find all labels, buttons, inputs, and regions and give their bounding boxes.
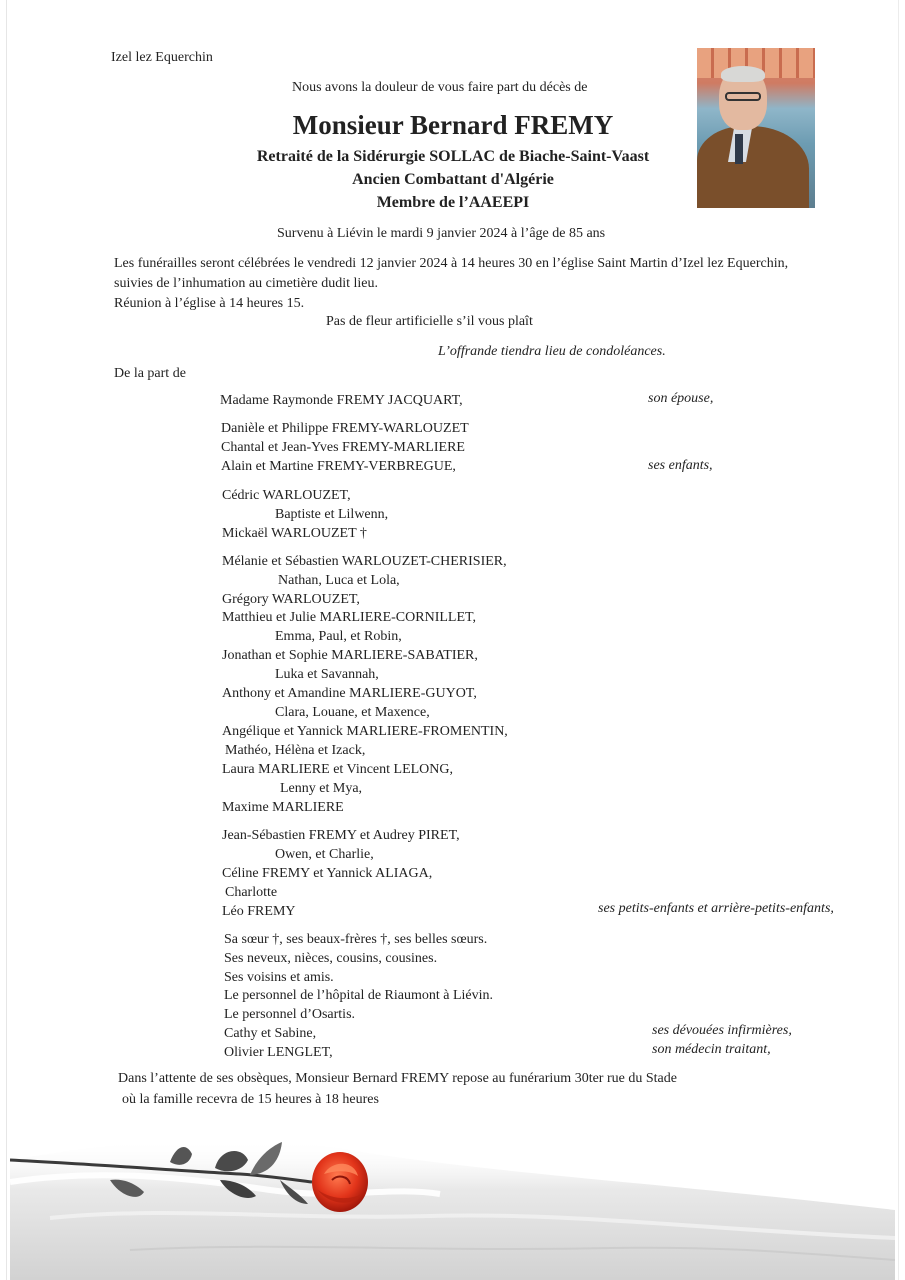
deceased-name: Monsieur Bernard FREMY [292, 110, 614, 140]
child-1: Danièle et Philippe FREMY-WARLOUZET [221, 421, 469, 436]
others-3: Ses voisins et amis. [224, 970, 334, 985]
others-6: Cathy et Sabine, [224, 1026, 317, 1041]
child-2: Chantal et Jean-Yves FREMY-MARLIERE [221, 440, 465, 455]
grandchild-b-10: Angélique et Yannick MARLIERE-FROMENTIN, [222, 724, 508, 739]
children-role: ses enfants, [648, 458, 713, 473]
title-line-2: Ancien Combattant d'Algérie [352, 171, 554, 188]
others-7: Olivier LENGLET, [224, 1045, 333, 1060]
grandchildren-role: ses petits-enfants et arrière-petits-enfants, [598, 901, 834, 916]
others-1: Sa sœur †, ses beaux-frères †, ses belles sœurs. [224, 932, 488, 947]
others-5: Le personnel d’Osartis. [224, 1007, 356, 1022]
title-line-3: Membre de l’AAEEPI [376, 194, 530, 211]
grandchild-c-2: Owen, et Charlie, [275, 847, 374, 862]
rose-bloom [312, 1152, 368, 1212]
funeral-line-3: Réunion à l’église à 14 heures 15. [114, 296, 305, 311]
rose-on-sand-illustration [10, 1120, 895, 1280]
grandchild-b-12: Laura MARLIERE et Vincent LELONG, [222, 762, 454, 777]
footer-line-2: où la famille recevra de 15 heures à 18 heures [122, 1092, 379, 1107]
footer-line-1: Dans l’attente de ses obsèques, Monsieur Bernard FREMY repose au funérarium 30ter rue du Stade [118, 1071, 677, 1086]
nurses-role: ses dévouées infirmières, [652, 1023, 792, 1038]
grandchild-c-1: Jean-Sébastien FREMY et Audrey PIRET, [222, 828, 460, 843]
grandchild-c-4: Charlotte [225, 885, 278, 900]
offering-note: L’offrande tiendra lieu de condoléances. [438, 344, 666, 359]
location: Izel lez Equerchin [111, 50, 213, 65]
spouse-name: Madame Raymonde FREMY JACQUART, [220, 393, 463, 408]
grandchild-b-5: Emma, Paul, et Robin, [275, 629, 402, 644]
grandchild-a-1: Cédric WARLOUZET, [222, 488, 351, 503]
grandchild-b-1: Mélanie et Sébastien WARLOUZET-CHERISIER, [222, 554, 507, 569]
portrait-photo [697, 48, 815, 208]
grandchild-a-2: Baptiste et Lilwenn, [275, 507, 389, 522]
funeral-line-1: Les funérailles seront célébrées le vendredi 12 janvier 2024 à 14 heures 30 en l’église Saint Martin d’Izel lez Equerchin, [114, 256, 789, 271]
grandchild-b-14: Maxime MARLIERE [222, 800, 344, 815]
flowers-note: Pas de fleur artificielle s’il vous plaît [326, 314, 533, 329]
grandchild-b-13: Lenny et Mya, [280, 781, 363, 796]
grandchild-c-5: Léo FREMY [222, 904, 296, 919]
grandchild-a-3: Mickaël WARLOUZET † [222, 526, 367, 541]
grandchild-b-4: Matthieu et Julie MARLIERE-CORNILLET, [222, 610, 477, 625]
funeral-line-2: suivies de l’inhumation au cimetière dudit lieu. [114, 276, 378, 291]
from-label: De la part de [114, 366, 186, 381]
others-4: Le personnel de l’hôpital de Riaumont à Liévin. [224, 988, 494, 1003]
others-2: Ses neveux, nièces, cousins, cousines. [224, 951, 438, 966]
child-3: Alain et Martine FREMY-VERBREGUE, [221, 459, 456, 474]
grandchild-c-3: Céline FREMY et Yannick ALIAGA, [222, 866, 433, 881]
grandchild-b-6: Jonathan et Sophie MARLIERE-SABATIER, [222, 648, 478, 663]
grandchild-b-2: Nathan, Luca et Lola, [278, 573, 400, 588]
grandchild-b-8: Anthony et Amandine MARLIERE-GUYOT, [222, 686, 477, 701]
grandchild-b-9: Clara, Louane, et Maxence, [275, 705, 430, 720]
doctor-role: son médecin traitant, [652, 1042, 771, 1057]
grandchild-b-7: Luka et Savannah, [275, 667, 379, 682]
title-line-1: Retraité de la Sidérurgie SOLLAC de Biache-Saint-Vaast [256, 148, 650, 165]
death-notice: Survenu à Liévin le mardi 9 janvier 2024 à l’âge de 85 ans [277, 226, 606, 241]
grandchild-b-11: Mathéo, Hélèna et Izack, [225, 743, 366, 758]
spouse-role: son épouse, [648, 391, 714, 406]
intro-text: Nous avons la douleur de vous faire part du décès de [292, 80, 588, 95]
grandchild-b-3: Grégory WARLOUZET, [222, 592, 360, 607]
